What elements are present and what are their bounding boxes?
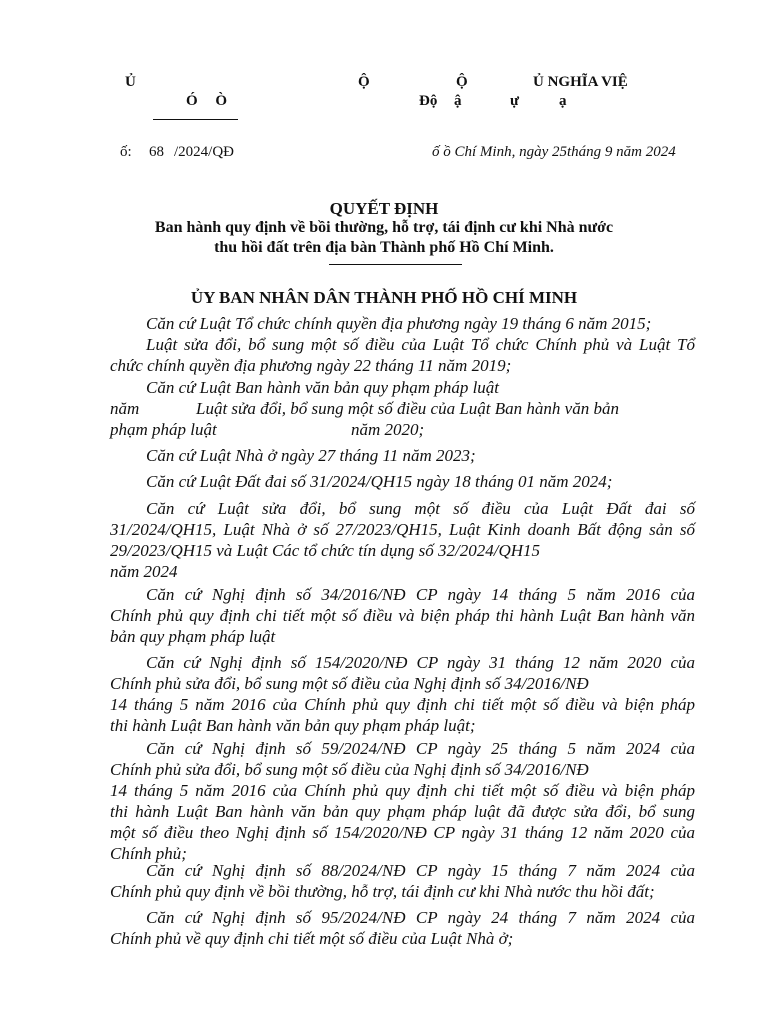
basis-paragraph-9 [110, 860, 695, 902]
issuing-authority: ỦY BAN NHÂN DÂN THÀNH PHỐ HỒ CHÍ MINH [190, 288, 578, 307]
basis-paragraph-3 [110, 445, 695, 466]
motto-fragment-3: ự [510, 93, 520, 109]
paragraph-fragment: Luật sửa đổi, bổ sung một số điều của Luật Ban hành văn bản [196, 399, 619, 418]
paragraph-line: Căn cứ Luật sửa đổi, bổ sung một số điều của Luật Đất đai số [146, 499, 695, 518]
motto-fragment-1: Độ [419, 93, 438, 109]
paragraph-line: Căn cứ Nghị định số 154/2020/NĐ CP ngày 31 tháng 12 năm 2020 của [146, 653, 695, 672]
paragraph-fragment: phạm pháp luật [110, 420, 217, 439]
paragraph-line: thi hành Luật Ban hành văn bản quy phạm pháp luật đã được sửa đổi, bổ sung [110, 802, 695, 821]
paragraph-line [110, 419, 695, 440]
paragraph-line [110, 398, 695, 419]
motto-fragment-2: ậ [454, 93, 462, 109]
paragraph-line: thi hành Luật Ban hành văn bản quy phạm pháp luật; [110, 716, 476, 735]
paragraph-line: Chính phủ quy định về bồi thường, hỗ trợ, tái định cư khi Nhà nước thu hồi đất; [110, 882, 655, 901]
national-header-fragment-1: Ộ [358, 74, 370, 90]
motto-fragment-4: ạ [559, 93, 567, 109]
paragraph-line: 31/2024/QH15, Luật Nhà ở số 27/2023/QH15, Luật Kinh doanh Bất động sản số [110, 520, 695, 539]
basis-paragraph-10 [110, 907, 695, 949]
paragraph-fragment: năm 2020; [351, 420, 425, 439]
document-subject-line2: thu hồi đất trên địa bàn Thành phố Hồ Chí Minh. [214, 239, 554, 256]
paragraph-line: Căn cứ Nghị định số 95/2024/NĐ CP ngày 24 tháng 7 năm 2024 của [146, 908, 695, 927]
paragraph-line: Chính phủ sửa đổi, bổ sung một số điều của Nghị định số 34/2016/NĐ [110, 760, 589, 779]
paragraph-line: 14 tháng 5 năm 2016 của Chính phủ quy định chi tiết một số điều và biện pháp [110, 695, 695, 714]
paragraph-line: Căn cứ Luật Đất đai số 31/2024/QH15 ngày 18 tháng 01 năm 2024; [146, 472, 613, 491]
title-rule [329, 264, 462, 265]
header-left-rule [153, 119, 238, 120]
basis-paragraph-7 [110, 652, 695, 736]
paragraph-line: 14 tháng 5 năm 2016 của Chính phủ quy định chi tiết một số điều và biện pháp [110, 781, 695, 800]
paragraph-line: Chính phủ; [110, 844, 187, 863]
paragraph-line: năm 2024 [110, 562, 178, 581]
basis-paragraph-6 [110, 584, 695, 647]
basis-paragraph-1 [110, 313, 695, 376]
national-header-line1: Ủ NGHĨA VIỆ [533, 74, 628, 90]
place-and-date: ố ồ Chí Minh, ngày 25tháng 9 năm 2024 [432, 144, 676, 160]
basis-paragraph-4 [110, 471, 695, 492]
decision-number-label: ố: [120, 144, 132, 160]
paragraph-line: Chính phủ sửa đổi, bổ sung một số điều của Nghị định số 34/2016/NĐ [110, 674, 589, 693]
paragraph-line: chức chính quyền địa phương ngày 22 tháng 11 năm 2019; [110, 356, 512, 375]
agency-header-line2: Ó Ò [186, 93, 228, 109]
paragraph-line: Căn cứ Luật Tổ chức chính quyền địa phương ngày 19 tháng 6 năm 2015; [146, 314, 652, 333]
paragraph-line: một số điều theo Nghị định số 154/2020/NĐ CP ngày 31 tháng 12 năm 2020 của [110, 823, 695, 842]
paragraph-line: Căn cứ Luật Nhà ở ngày 27 tháng 11 năm 2023; [146, 446, 476, 465]
paragraph-line: Luật sửa đổi, bổ sung một số điều của Luật Tổ chức Chính phủ và Luật Tổ [146, 335, 695, 354]
basis-paragraph-8 [110, 738, 695, 864]
basis-paragraph-5 [110, 498, 695, 582]
agency-header-line1: Ủ [125, 74, 136, 90]
document-title: QUYẾT ĐỊNH [329, 199, 439, 218]
paragraph-line: Căn cứ Luật Ban hành văn bản quy phạm pháp luật [146, 378, 500, 397]
decision-number-value: 68 [149, 144, 164, 160]
national-header-fragment-2: Ộ [456, 74, 468, 90]
paragraph-line: Chính phủ về quy định chi tiết một số điều của Luật Nhà ở; [110, 929, 514, 948]
document-subject-line1: Ban hành quy định về bồi thường, hỗ trợ, tái định cư khi Nhà nước [154, 219, 614, 236]
paragraph-line: Căn cứ Nghị định số 88/2024/NĐ CP ngày 15 tháng 7 năm 2024 của [146, 861, 695, 880]
decision-number-suffix: /2024/QĐ [174, 144, 234, 160]
paragraph-line: Chính phủ quy định chi tiết một số điều và biện pháp thi hành Luật Ban hành văn [110, 606, 695, 625]
paragraph-line: bản quy phạm pháp luật [110, 627, 276, 646]
paragraph-line: Căn cứ Nghị định số 59/2024/NĐ CP ngày 25 tháng 5 năm 2024 của [146, 739, 695, 758]
paragraph-line: 29/2023/QH15 và Luật Các tổ chức tín dụng số 32/2024/QH15 [110, 541, 541, 560]
paragraph-line: Căn cứ Nghị định số 34/2016/NĐ CP ngày 14 tháng 5 năm 2016 của [146, 585, 695, 604]
paragraph-fragment: năm [110, 399, 140, 418]
basis-paragraph-2 [110, 377, 695, 440]
